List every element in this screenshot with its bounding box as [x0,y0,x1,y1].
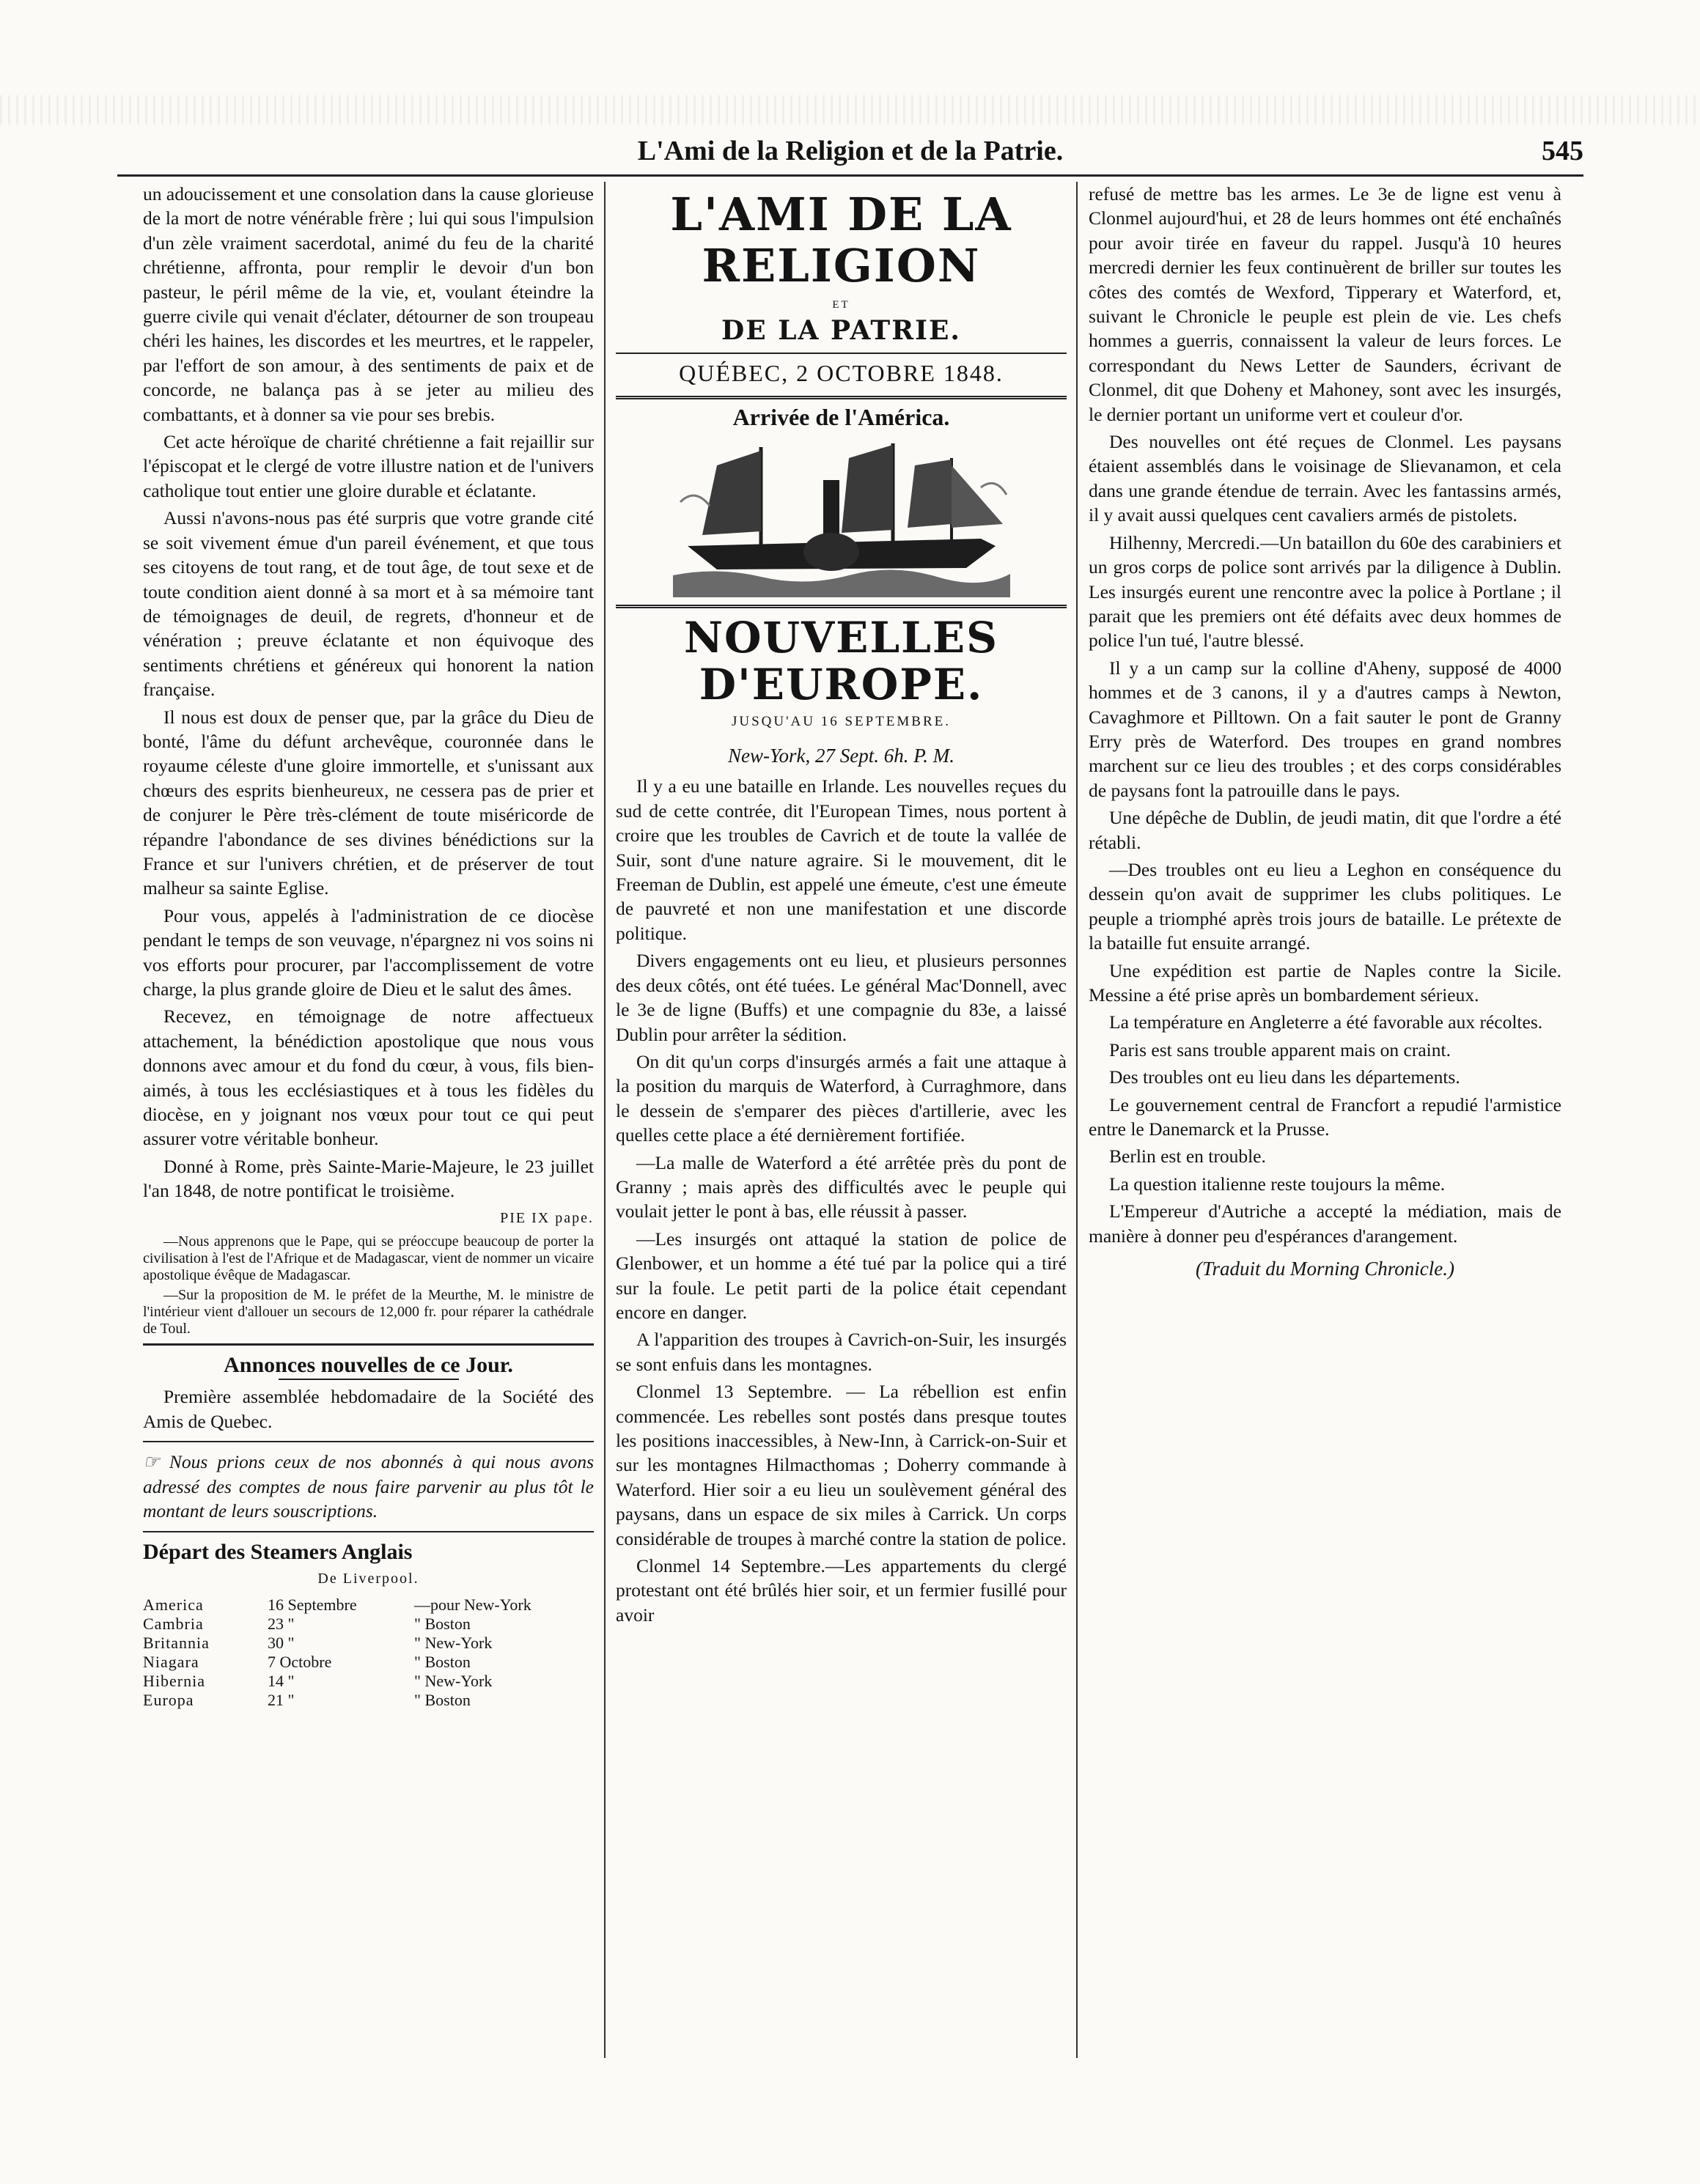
masthead-et: ET [832,299,850,311]
steamer-row [143,1634,594,1653]
column-center [616,182,1067,1630]
paragraph: Paris est sans trouble apparent mais on craint. [1109,1038,1451,1060]
steamer-row [143,1615,594,1634]
steamer-row [143,1653,594,1672]
notice: ☞ Nous prions ceux de nos abonnés à qui nous avons adressé des comptes de nous faire parvenir au plus tôt le montant de leurs souscriptions. [143,1451,594,1522]
page-number: 545 [1542,136,1583,166]
annonces-text: Première assemblée hebdomadaire de la Société des Amis de Quebec. [143,1386,594,1432]
issue-dateline: QUÉBEC, 2 OCTOBRE 1848. [616,353,1067,385]
newyork-dateline: New-York, 27 Sept. 6h. P. M. [727,745,954,767]
paragraph: Pour vous, appelés à l'administration de ce diocèse pendant le temps de son veuvage, n'épargnez ni vos soins ni vos efforts pour procurer, par l'accomplissement de votre charge, la plus grande gloire de Dieu et le salut des âmes. [143,904,594,1000]
running-head [117,130,1583,177]
double-rule [616,605,1067,608]
ship-date: 21 " [268,1691,295,1710]
paragraph: Des nouvelles ont été reçues de Clonmel. Les paysans étaient assemblés dans le voisinage de Slievanamon, et cela dans une grande étendue de terrain. Avec les fantassins armés, il y avait aussi quelques cent cavaliers armés de pistolets. [1089,431,1561,526]
ship-destination: —pour New-York [414,1595,531,1615]
ship-date: 30 " [268,1634,295,1653]
steamer-row [143,1672,594,1691]
ship-name: Cambria [143,1615,204,1634]
paragraph: L'Empereur d'Autriche a accepté la médiation, mais de manière à donner peu d'espérances d'arangement. [1089,1200,1561,1247]
masthead-subtitle: DE LA PATRIE. [721,315,961,347]
column-right [1089,182,1561,1281]
paragraph: Clonmel 14 Septembre.—Les appartements du clergé protestant ont été brûlés hier soir, et un fermier fusillé pour avoir [616,1555,1067,1626]
divider [143,1531,594,1532]
paragraph: On dit qu'un corps d'insurgés armés a fait une attaque à la position du marquis de Waterford, à Curraghmore, dans le dessein de s'emparer des pièces d'artillerie, avec les quelles cette place a été dernièrement fortifiée. [616,1050,1067,1146]
ship-name: America [143,1595,204,1615]
divider [143,1441,594,1442]
paragraph: Une dépêche de Dublin, de jeudi matin, dit que l'ordre a été rétabli. [1089,807,1561,853]
ship-name: Hibernia [143,1672,205,1691]
signature: PIE IX pape. [500,1209,594,1226]
ship-date: 23 " [268,1615,295,1634]
running-title: L'Ami de la Religion et de la Patrie. [637,136,1064,166]
steamers-subtitle: De Liverpool. [317,1570,419,1587]
ship-destination: " New-York [414,1672,493,1691]
column-rule-right [1076,182,1078,2058]
news-subhead: JUSQU'AU 16 SEPTEMBRE. [731,713,952,729]
ship-name: Britannia [143,1634,210,1653]
annonces-title: Annonces nouvelles de ce Jour. [143,1343,594,1377]
paragraph: un adoucissement et une consolation dans la cause glorieuse de la mort de notre vénérable frère ; lui qui sous l'impulsion d'un zèle vraiment sacerdotal, animé du feu de la charité chrétienne, affronta, pour remplir le devoir d'un bon pasteur, le péril même de la vie, et, voulant éteindre la guerre civile qui venait d'éclater, détourner de son troupeau chéri les haines, les discordes et les meurtres, et le rappeler, par l'effort de son amour, à des sentiments de paix et de concorde, ne balança pas à se jeter au milieu des combattants, et à donner sa vie pour ses brebis. [143,183,594,425]
scan-noise [0,95,1700,125]
translation-credit: (Traduit du Morning Chronicle.) [1195,1258,1454,1280]
paragraph: —Des troubles ont eu lieu a Leghon en conséquence du dessein qu'on avait de supprimer les clubs politiques. Le peuple a triomphé après trois jours de bataille. Le prétexte de la bataille fut ensuite arrangé. [1089,858,1561,954]
ship-date: 7 Octobre [268,1653,332,1672]
divider [279,1379,459,1380]
ship-name: Niagara [143,1653,199,1672]
paragraph: A l'apparition des troupes à Cavrich-on-Suir, les insurgés se sont enfuis dans les montagnes. [616,1329,1067,1375]
double-rule [616,396,1067,399]
ship-name: Europa [143,1691,194,1710]
arrival-heading: Arrivée de l'América. [732,404,950,431]
paragraph: Cet acte héroïque de charité chrétienne a fait rejaillir sur l'épiscopat et le clergé de votre illustre nation et de l'univers catholique tout entier une gloire durable et éclatante. [143,431,594,501]
paragraph: Berlin est en trouble. [1109,1146,1266,1167]
steamers-list [143,1595,594,1710]
steamers-title: Départ des Steamers Anglais [143,1539,413,1564]
paragraph: Il y a eu une bataille en Irlande. Les nouvelles reçues du sud de cette contrée, dit l'European Times, nous portent à croire que les troubles de Cavrich et de toute la vallée de Suir, sont d'une nature agraire. Si le mouvement, dit le Freeman de Dublin, est appelé une émeute, c'est une émeute de pauvreté et non une manifestation et une discorde politique. [616,775,1067,944]
paragraph: —Nous apprenons que le Pape, qui se préoccupe beaucoup de porter la civilisation à l'est de l'Afrique et de Madagascar, vient de nommer un vicaire apostolique évêque de Madagascar. [143,1233,594,1284]
paragraph: Recevez, en témoignage de notre affectueux attachement, la bénédiction apostolique que nous vous donnons avec amour et du fond du cœur, à vous, fils bien-aimés, à tous les ecclésiastiques et à tous les fidèles du diocèse, en y joignant nos vœux pour tout ce qui peut assurer votre véritable bonheur. [143,1006,594,1150]
column-left [143,182,594,1710]
paragraph: —Les insurgés ont attaqué la station de police de Glenbower, et un homme a été tué par la police qui a tiré sur la foule. Le petit parti de la police était cependant encore en danger. [616,1228,1067,1323]
paragraph: Il y a un camp sur la colline d'Aheny, supposé de 4000 hommes et de 3 canons, il y a d'autres camps à Newton, Cavaghmore et Pilltown. On a fait sauter le pont de Granny Erry près de Waterford. Des troupes en grand nombres marchent sur ce lieu des troubles ; et des corps considérables de paysans font la patrouille dans le pays. [1089,657,1561,801]
ship-destination: " New-York [414,1634,493,1653]
paragraph: Une expédition est partie de Naples contre la Sicile. Messine a été prise après un bombardement sérieux. [1089,959,1561,1006]
ship-date: 14 " [268,1672,295,1691]
paragraph: —La malle de Waterford a été arrêtée près du pont de Granny ; mais après des difficultés avec le peuple qui voulait jetter le pont à bas, elle réussit à passer. [616,1151,1067,1222]
ship-destination: " Boston [414,1653,471,1672]
paragraph: —Sur la proposition de M. le préfet de la Meurthe, M. le ministre de l'intérieur vient d'allouer un secours de 12,000 fr. pour réparer la cathédrale de Toul. [143,1287,594,1338]
steamer-row [143,1691,594,1710]
paragraph: Le gouvernement central de Francfort a repudié l'armistice entre le Danemarck et la Prusse. [1089,1093,1561,1140]
paragraph: Hilhenny, Mercredi.—Un bataillon du 60e des carabiniers et un gros corps de police sont arrivés par la diligence à Dublin. Les insurgés eurent une rencontre avec la police à Portlane ; il parait que les premiers ont été défaits avec deux hommes de police l'un tué, l'autre blessé. [1089,531,1561,652]
paragraph: La température en Angleterre a été favorable aux récoltes. [1109,1011,1543,1033]
paragraph: Des troubles ont eu lieu dans les départements. [1109,1066,1460,1088]
steamer-row [143,1595,594,1615]
paragraph: refusé de mettre bas les armes. Le 3e de ligne est venu à Clonmel aujourd'hui, et 28 de leurs hommes ont été enchaînés pour avoir tirée en faveur du rappel. Jusqu'à 10 heures mercredi dernier les feux continuèrent de briller sur toutes les côtes des comtés de Wexford, Tipperary et Waterford, et, suivant le Chronicle le peuple est plein de vie. Les chefs hommes a guerris, connaissent la valeur de leurs forces. Le correspondant du News Letter de Saunders, écrivant de Clonmel, dit que Doheny et Mahoney, sont avec les insurgés, le dernier portant un uniforme vert et couleur d'or. [1089,183,1561,425]
steamship-illustration [673,436,1010,597]
ship-date: 16 Septembre [268,1595,357,1615]
paragraph: Il nous est doux de penser que, par la grâce du Dieu de bonté, l'âme du défunt archevêque, couronnée dans le royaume céleste d'une gloire immortelle, et s'unissant aux chœurs des esprits bienheureux, ne cessera pas de prier et de conjurer le Père très-clément de toute miséricorde de répandre l'abondance de ses divines bénédictions sur la France et sur l'univers chrétien, et de préserver de tout malheur sa sainte Eglise. [143,706,594,899]
masthead-title: L'AMI DE LA RELIGION [670,188,1012,292]
ship-destination: " Boston [414,1615,471,1634]
paragraph: Donné à Rome, près Sainte-Marie-Majeure, le 23 juillet l'an 1848, de notre pontificat le troisième. [143,1155,594,1202]
paragraph: La question italienne reste toujours la même. [1109,1173,1446,1195]
paragraph: Clonmel 13 Septembre. — La rébellion est enfin commencée. Les rebelles sont postés dans presque toutes les positions inaccessibles, à New-Inn, à Carrick-on-Suir et sur les montagnes Hilmacthomas ; Doherry commande à Waterford. Hier soir a eu lieu un soulèvement général des paysans, dans un espace de six miles à Carrick. Un corps considérable de troupes à marché contre la station de police. [616,1381,1067,1549]
news-headline: NOUVELLES D'EUROPE. [684,612,998,709]
column-rule-left [604,182,606,2058]
ship-destination: " Boston [414,1691,471,1710]
paragraph: Aussi n'avons-nous pas été surpris que votre grande cité se soit vivement émue d'un pareil événement, et que tous ses citoyens de tout rang, et de tout âge, de tout sexe et de toute condition aient donné à sa mort et à sa mémoire tant de témoignages de deuil, de regrets, d'honneur et de vénération ; preuve éclatante et non équivoque des sentiments chrétiens et généreux qui honorent la nation française. [143,507,594,701]
paragraph: Divers engagements ont eu lieu, et plusieurs personnes des deux côtés, ont été tuées. Le général Mac'Donnell, avec le 3e de ligne (Buffs) et une compagnie du 83e, a laissé Dublin pour arrêter la sédition. [616,950,1067,1045]
